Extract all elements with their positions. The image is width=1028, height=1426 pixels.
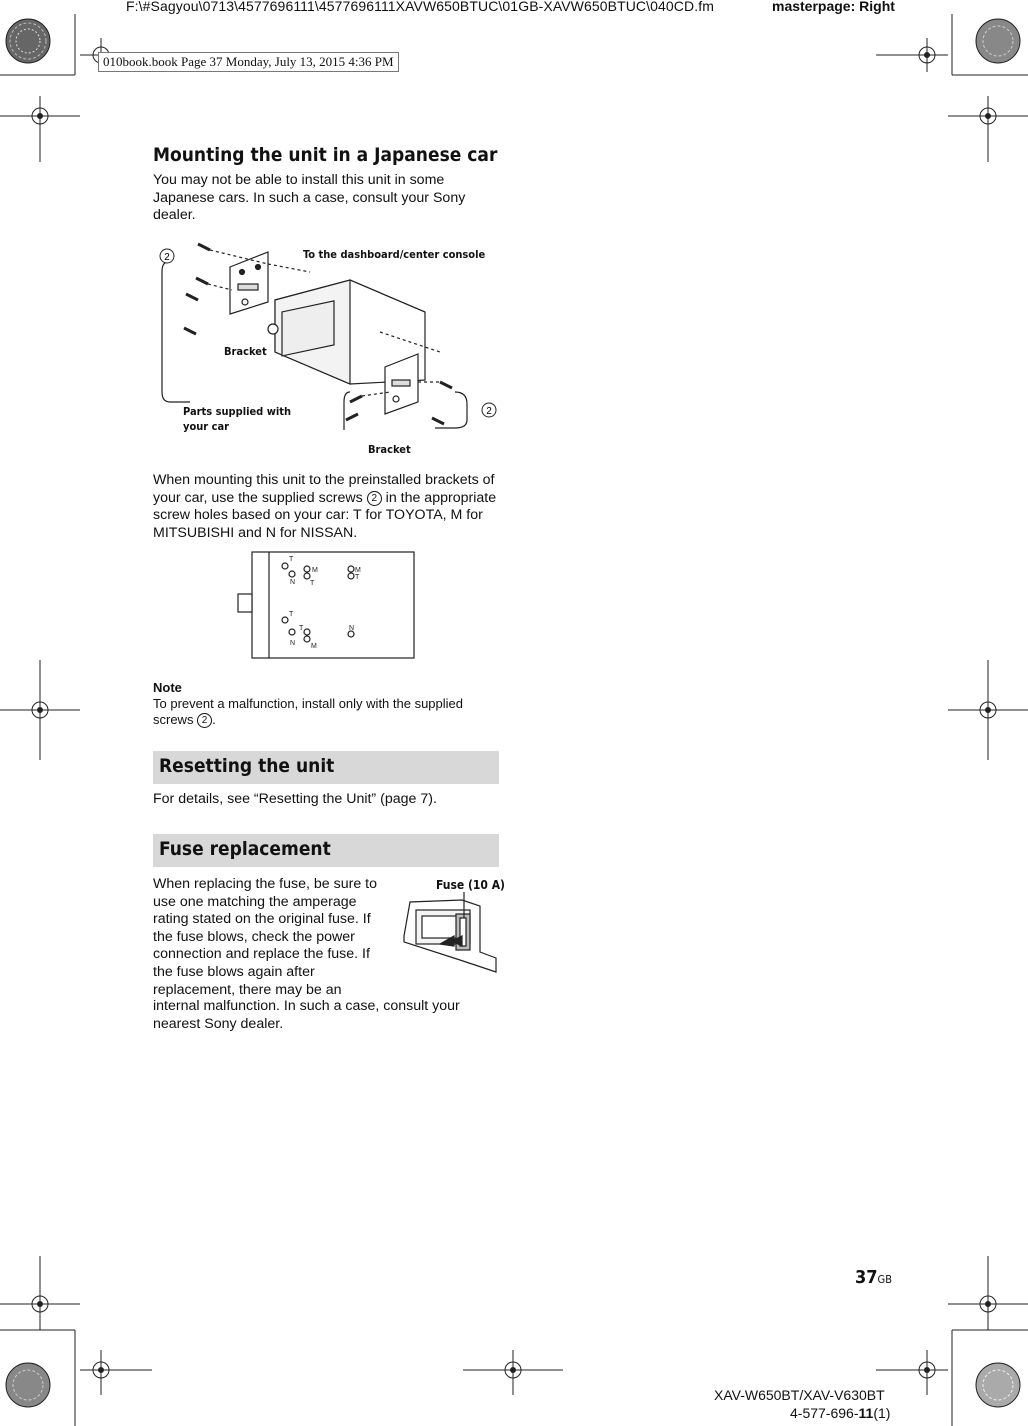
svg-text:T: T [289,556,294,563]
svg-text:M: M [355,567,361,574]
fuse-section-bar [153,834,499,867]
mounting-title: Mounting the unit in a Japanese car [153,144,498,166]
mounting-instructions: When mounting this unit to the preinstalled brackets of your car, use the supplied screws 2 in the appropriate screw holes based on your car: T for TOYOTA, M for MITSUBISHI and N for NISSAN. [153,472,497,541]
book-page-stamp: 010book.book Page 37 Monday, July 13, 2015 4:36 PM [98,52,399,72]
mounting-diagram [150,232,502,462]
bracket-label-bottom: Bracket [368,443,411,456]
svg-text:N: N [290,640,296,647]
fuse-heading: Fuse replacement [159,838,331,860]
svg-text:M: M [312,567,318,574]
svg-text:M: M [311,643,317,650]
bracket-label-top: Bracket [224,345,267,358]
callout-label: 2 [164,252,170,263]
reset-heading: Resetting the unit [159,755,335,777]
circled-2-icon: 2 [367,491,382,506]
svg-text:T: T [310,580,315,587]
note-heading: Note [153,680,182,695]
screw-hole-diagram [236,550,418,662]
note-body: To prevent a malfunction, install only with the supplied screws 2 . [153,696,464,727]
svg-text:N: N [349,625,355,632]
svg-text:T: T [299,625,304,632]
fuse-label: Fuse (10 A) [436,878,505,892]
mounting-intro: You may not be able to install this unit in some Japanese cars. In such a case, consult your Sony dealer. [153,172,466,224]
dashboard-label: To the dashboard/center console [303,248,486,261]
masterpage-label: masterpage: Right [772,0,895,14]
parts-supplied-label: Parts supplied with your car [183,405,292,433]
svg-text:T: T [355,574,360,581]
model-numbers: XAV-W650BT/XAV-V630BT [714,1387,885,1403]
page-number: 37GB [855,1267,893,1288]
fuse-text-part-b: internal malfunction. In such a case, consult your nearest Sony dealer. [153,998,460,1032]
svg-text:N: N [290,579,296,586]
svg-text:T: T [289,611,294,618]
document-code: 4-577-696-11(1) [790,1405,891,1421]
fuse-text-part-a: When replacing the fuse, be sure to use one matching the amperage rating stated on the original fuse. If the fuse blows, check the power connection and replace the fuse. If the fuse blows again after replacement, there may be an [153,876,377,998]
callout-label: 2 [486,406,492,417]
reset-text: For details, see “Resetting the Unit” (page 7). [153,791,437,807]
reset-section-bar [153,751,499,784]
circled-2-icon: 2 [197,713,212,728]
fuse-illustration [400,892,500,976]
file-path-header: F:\#Sagyou\0713\4577696111\4577696111XAVW650BTUC\01GB-XAVW650BTUC\040CD.fm [126,0,714,14]
